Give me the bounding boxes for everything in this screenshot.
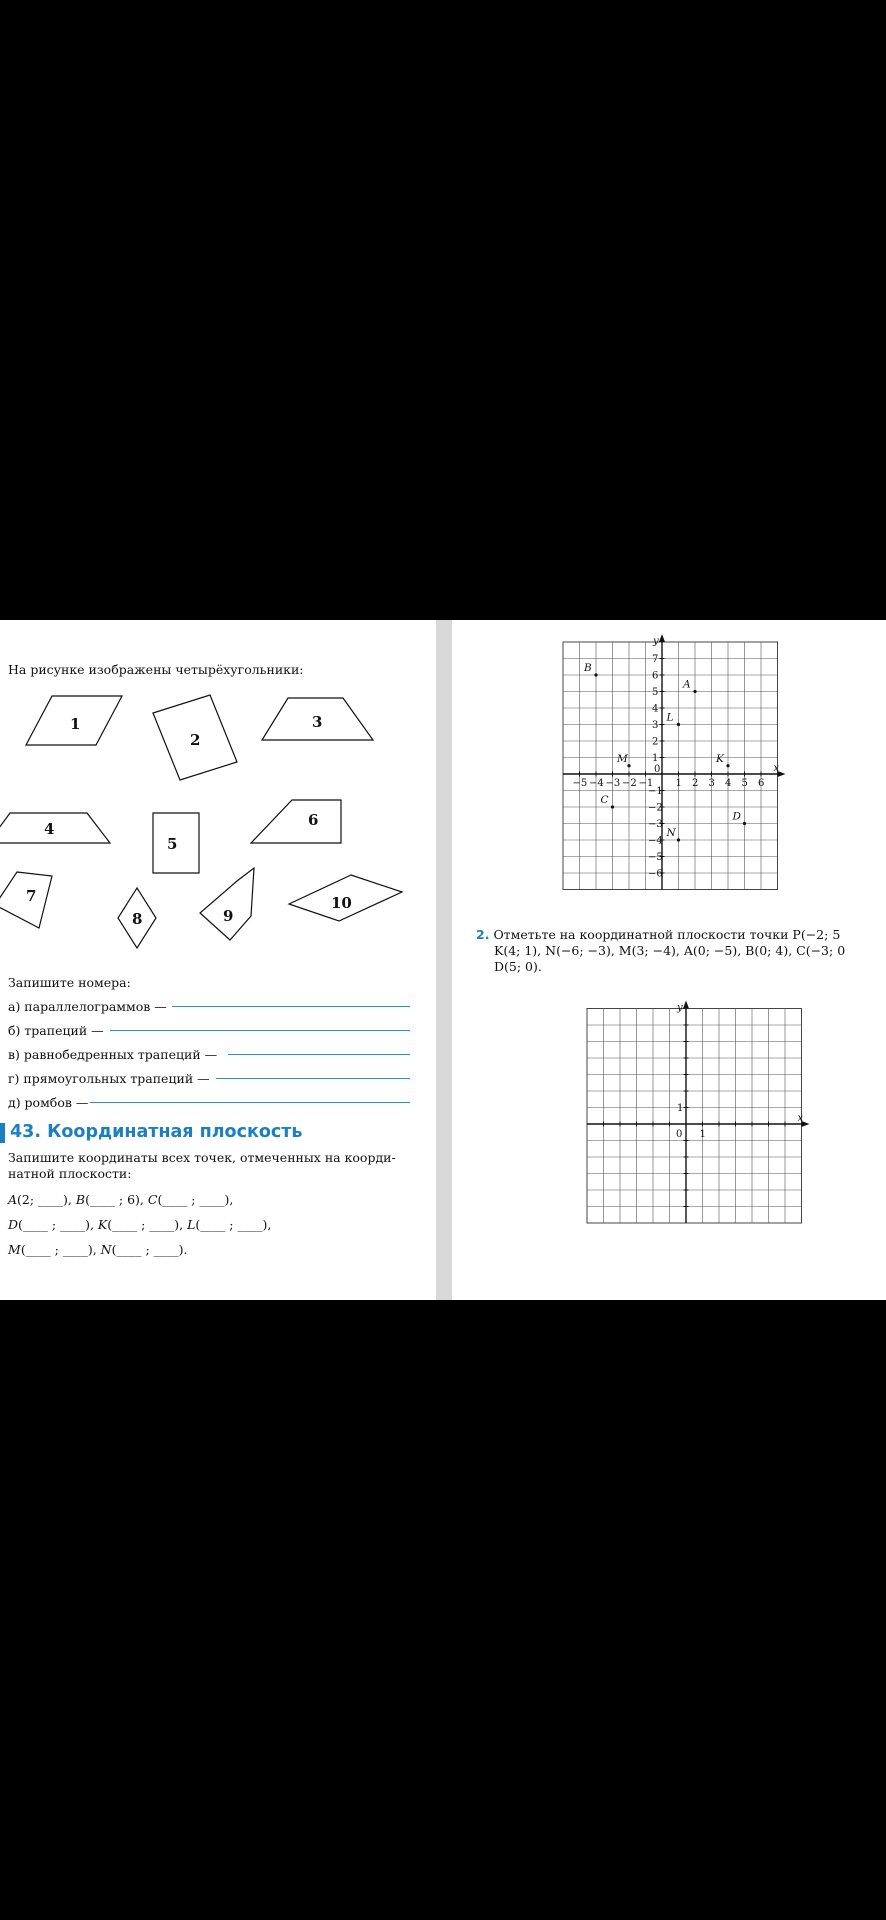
answer-a-label: а) параллелограммов — bbox=[8, 999, 167, 1014]
point-a bbox=[693, 690, 696, 693]
y-tick-label: −3 bbox=[648, 819, 663, 830]
shape-6-right-trapezoid bbox=[251, 800, 341, 843]
y-tick-label: 6 bbox=[652, 670, 659, 682]
shape-label-3: 3 bbox=[312, 713, 323, 731]
y-axis-label: y bbox=[653, 636, 659, 647]
y-axis-label: y bbox=[677, 1002, 683, 1014]
point-b bbox=[594, 673, 597, 676]
x-tick-label: 6 bbox=[758, 778, 765, 789]
shape-label-6: 6 bbox=[308, 811, 319, 829]
grid-border bbox=[563, 642, 778, 890]
shape-label-9: 9 bbox=[223, 907, 234, 925]
x-tick-label: 3 bbox=[708, 778, 715, 789]
y-axis-arrow bbox=[683, 1001, 689, 1009]
x-axis-label: x bbox=[797, 1113, 804, 1124]
task1-text-line2: натной плоскости: bbox=[8, 1166, 132, 1181]
x-tick-label: −2 bbox=[622, 778, 637, 789]
prompt-text: Запишите номера: bbox=[8, 975, 131, 990]
point-m-name: M bbox=[8, 1242, 21, 1257]
point-m bbox=[627, 764, 630, 767]
answer-d-line[interactable] bbox=[216, 1078, 410, 1079]
shape-label-5: 5 bbox=[167, 835, 178, 853]
point-c-name: C bbox=[147, 1192, 158, 1207]
shape-label-4: 4 bbox=[44, 820, 55, 838]
x-tick-label: −3 bbox=[605, 778, 621, 789]
x-tick-label: 5 bbox=[741, 778, 748, 789]
x-tick-label: −1 bbox=[638, 778, 654, 789]
coords-line-1 bbox=[8, 1192, 233, 1207]
textbook-spread bbox=[0, 620, 886, 1300]
point-n-coords[interactable]: (____ ; ____). bbox=[111, 1242, 188, 1257]
answer-c-line[interactable] bbox=[228, 1054, 410, 1055]
point-n bbox=[677, 838, 680, 841]
answer-e-label: д) ромбов — bbox=[8, 1095, 89, 1110]
section-marker bbox=[0, 1123, 5, 1143]
point-k-name: K bbox=[97, 1217, 108, 1232]
point-b-name: B bbox=[75, 1192, 86, 1207]
y-tick-label: −2 bbox=[648, 802, 663, 814]
point-a-coords[interactable]: (2; ____), bbox=[17, 1192, 76, 1207]
y-tick-label: 3 bbox=[652, 720, 659, 731]
point-d-coords[interactable]: (____ ; ____), bbox=[18, 1217, 98, 1232]
y-tick-label: 2 bbox=[652, 736, 659, 748]
answer-b-line[interactable] bbox=[110, 1030, 410, 1031]
y-tick-label: 7 bbox=[652, 654, 659, 665]
answer-e-line[interactable] bbox=[90, 1102, 410, 1103]
task2-line3: D(5; 0). bbox=[494, 959, 542, 974]
point-d bbox=[743, 822, 746, 825]
point-l bbox=[677, 723, 680, 726]
point-m-coords[interactable]: (____ ; ____), bbox=[20, 1242, 101, 1257]
y-axis-arrow bbox=[659, 634, 665, 642]
x-tick-label: 4 bbox=[725, 778, 732, 789]
x-tick-label: 1 bbox=[675, 778, 682, 789]
task2-line1-text: Отметьте на координатной плоскости точки P(−2; 5 bbox=[493, 927, 841, 942]
y-tick-label: −5 bbox=[648, 852, 663, 863]
y-tick-label: 1 bbox=[652, 753, 659, 764]
y-tick-label: −6 bbox=[648, 868, 663, 880]
answer-d-label: г) прямоугольных трапеций — bbox=[8, 1071, 210, 1086]
intro-text: На рисунке изображены четырёхугольники: bbox=[8, 662, 304, 677]
task2-line1 bbox=[476, 927, 840, 942]
point-label-k: K bbox=[716, 752, 724, 765]
x-tick-label: 2 bbox=[692, 778, 699, 789]
left-page bbox=[0, 620, 436, 1300]
x-tick-label: −4 bbox=[589, 778, 604, 789]
shape-4-trapezoid bbox=[0, 813, 110, 843]
section-title: 43. Координатная плоскость bbox=[10, 1122, 303, 1142]
point-label-b: B bbox=[584, 662, 592, 674]
origin-label: 0 bbox=[676, 1129, 683, 1140]
unit-x-label: 1 bbox=[699, 1129, 706, 1140]
task2-line2: K(4; 1), N(−6; −3), M(3; −4), A(0; −5), B(0; 4), C(−3; 0 bbox=[494, 943, 846, 958]
shape-label-7: 7 bbox=[26, 887, 37, 905]
answer-b-label: б) трапеций — bbox=[8, 1023, 104, 1038]
point-label-c: C bbox=[600, 794, 609, 806]
answer-c-label: в) равнобедренных трапеций — bbox=[8, 1047, 218, 1062]
y-tick-label: −4 bbox=[648, 835, 663, 847]
coordinate-plane-1 bbox=[452, 620, 886, 880]
grid-border bbox=[587, 1009, 802, 1224]
x-tick-label: −5 bbox=[572, 778, 588, 789]
right-page bbox=[452, 620, 886, 1300]
answer-a-line[interactable] bbox=[172, 1006, 410, 1007]
x-axis-label: x bbox=[773, 763, 780, 774]
point-l-name: L bbox=[187, 1217, 196, 1232]
shape-label-10: 10 bbox=[331, 894, 352, 912]
shape-label-8: 8 bbox=[132, 910, 143, 928]
point-label-d: D bbox=[732, 810, 741, 823]
shape-9-quadrilateral bbox=[200, 868, 254, 940]
point-b-coords[interactable]: (____ ; 6), bbox=[85, 1192, 148, 1207]
point-d-name: D bbox=[8, 1217, 19, 1232]
task2-number: 2. bbox=[476, 927, 490, 942]
coords-line-3 bbox=[8, 1242, 188, 1257]
point-label-m: M bbox=[617, 752, 628, 765]
point-label-a: A bbox=[683, 678, 691, 691]
origin-label: 0 bbox=[654, 764, 661, 775]
point-n-name: N bbox=[100, 1242, 112, 1257]
quadrilaterals-figure bbox=[0, 688, 436, 1018]
point-k-coords[interactable]: (____ ; ____), bbox=[107, 1217, 188, 1232]
shape-label-2: 2 bbox=[190, 731, 201, 749]
shape-label-1: 1 bbox=[70, 715, 81, 733]
coordinate-plane-2[interactable] bbox=[452, 980, 886, 1280]
y-tick-label: 4 bbox=[652, 703, 659, 715]
point-label-n: N bbox=[666, 827, 676, 839]
y-tick-label: 5 bbox=[652, 687, 659, 698]
point-c bbox=[611, 805, 614, 808]
point-k bbox=[726, 764, 729, 767]
point-a-name: A bbox=[8, 1192, 18, 1207]
unit-y-label: 1 bbox=[677, 1103, 684, 1114]
point-l-coords[interactable]: (____ ; ____), bbox=[195, 1217, 272, 1232]
coords-line-2 bbox=[8, 1217, 271, 1232]
task1-text-line1: Запишите координаты всех точек, отмеченных на коорди- bbox=[8, 1150, 396, 1165]
point-label-l: L bbox=[666, 711, 674, 724]
point-c-coords[interactable]: (____ ; ____), bbox=[157, 1192, 234, 1207]
y-tick-label: −1 bbox=[648, 786, 663, 797]
